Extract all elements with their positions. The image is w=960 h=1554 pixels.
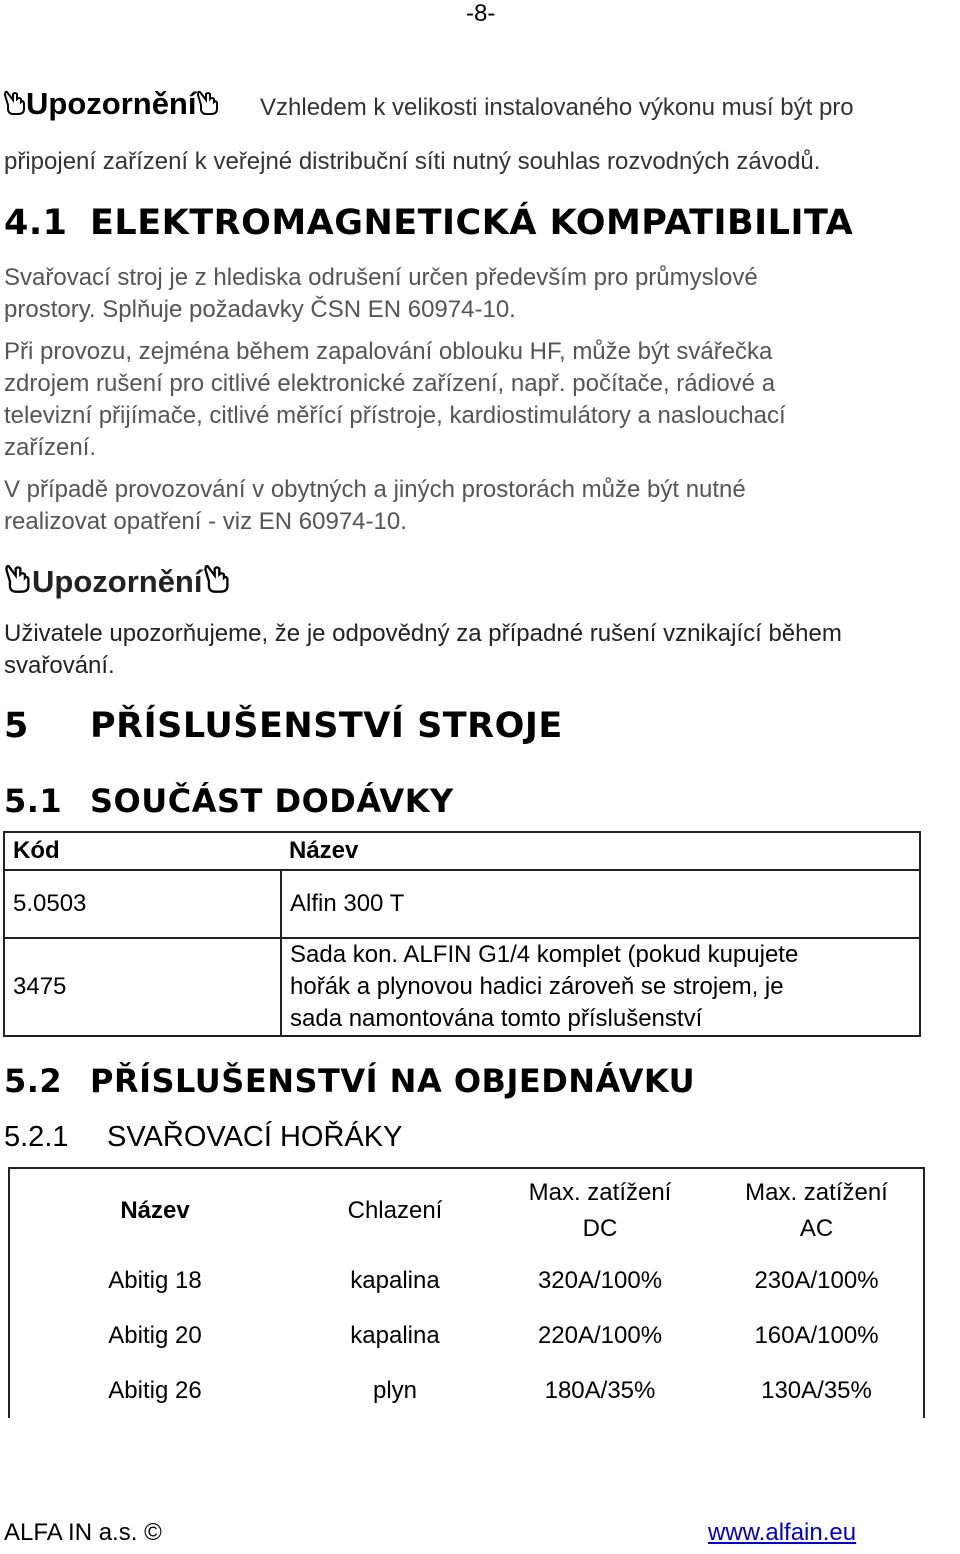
paragraph: V případě provozování v obytných a jiných prostorách může být nutné realizovat opatření - viz EN 60974-10.: [4, 476, 746, 535]
warning-label: Upozornění: [26, 86, 197, 121]
column-header-max-dc: Max. zatížení DC: [528, 1179, 672, 1242]
column-header-max-ac: Max. zatížení AC: [745, 1179, 888, 1242]
table-row: [9, 1253, 924, 1308]
table-header-row: [9, 1168, 924, 1253]
pointing-hand-icon: [203, 564, 231, 599]
section-number: 4.1: [4, 203, 68, 243]
table-row: [9, 1363, 924, 1418]
warning-heading-1: [4, 86, 219, 122]
cell-cooling: kapalina: [350, 1321, 440, 1349]
cell-name: Abitig 26: [108, 1376, 202, 1404]
subsection-title: SVAŘOVACÍ HOŘÁKY: [107, 1121, 403, 1153]
paragraph: Svařovací stroj je z hlediska odrušení určen především pro průmyslové prostory. Splňuje požadavky ČSN EN 60974-10.: [4, 264, 758, 323]
cell-ac: 230A/100%: [754, 1266, 879, 1294]
torch-table: [8, 1167, 925, 1418]
cell-dc: 180A/35%: [544, 1376, 656, 1404]
section-number: 5.2: [4, 1062, 63, 1100]
column-header-name: Název: [120, 1197, 190, 1224]
cell-name: Alfin 300 T: [281, 870, 920, 938]
table-row: [4, 870, 920, 938]
cell-code: 5.0503: [4, 870, 281, 938]
footer-website-link[interactable]: www.alfain.eu: [708, 1519, 857, 1546]
table-row: [9, 1308, 924, 1363]
warning-text-line: Vzhledem k velikosti instalovaného výkonu musí být pro: [260, 94, 854, 121]
section-title: SOUČÁST DODÁVKY: [90, 782, 454, 820]
section-number: 5: [4, 706, 29, 746]
pointing-hand-icon: [197, 90, 219, 121]
warning-heading-2: [4, 564, 231, 600]
table-row: [4, 938, 920, 1036]
section-number: 5.1: [4, 782, 63, 820]
cell-dc: 320A/100%: [537, 1266, 663, 1294]
cell-cooling: kapalina: [350, 1266, 440, 1294]
paragraph: Při provozu, zejména během zapalování oblouku HF, může být svářečka zdrojem rušení pro citlivé elektronické zařízení, např. počítače, rádiové a televizní přijímače, citlivé měřící přístroje, kardiostimulátory a naslouchací zařízení.: [4, 338, 786, 461]
section-title: PŘÍSLUŠENSTVÍ NA OBJEDNÁVKU: [90, 1062, 696, 1100]
section-title: PŘÍSLUŠENSTVÍ STROJE: [90, 706, 563, 746]
cell-code: 3475: [4, 938, 281, 1036]
column-header-code: Kód: [4, 832, 281, 870]
cell-ac: 160A/100%: [754, 1321, 879, 1349]
warning-text-line: připojení zařízení k veřejné distribuční síti nutný souhlas rozvodných závodů.: [4, 148, 821, 175]
cell-name: Abitig 20: [108, 1321, 202, 1349]
column-header-cooling: Chlazení: [347, 1197, 443, 1224]
subsection-number: 5.2.1: [4, 1121, 69, 1153]
delivery-table: [3, 831, 921, 1037]
cell-name: Sada kon. ALFIN G1/4 komplet (pokud kupujete hořák a plynovou hadici zároveň se strojem, je sada namontována tomto příslušenství: [281, 938, 920, 1036]
table-header-row: [4, 832, 920, 870]
paragraph: Uživatele upozorňujeme, že je odpovědný za případné rušení vznikající během svařování.: [4, 620, 842, 679]
section-title: ELEKTROMAGNETICKÁ KOMPATIBILITA: [90, 203, 854, 243]
cell-name: Abitig 18: [108, 1266, 202, 1294]
warning-label: Upozornění: [32, 564, 203, 599]
column-header-name: Název: [281, 832, 920, 870]
footer-company: ALFA IN a.s. ©: [4, 1519, 162, 1546]
cell-cooling: plyn: [372, 1376, 418, 1404]
pointing-hand-icon: [4, 564, 32, 599]
page-number: -8-: [466, 0, 496, 27]
pointing-hand-icon: [4, 90, 26, 121]
cell-dc: 220A/100%: [537, 1321, 663, 1349]
cell-ac: 130A/35%: [761, 1376, 872, 1404]
